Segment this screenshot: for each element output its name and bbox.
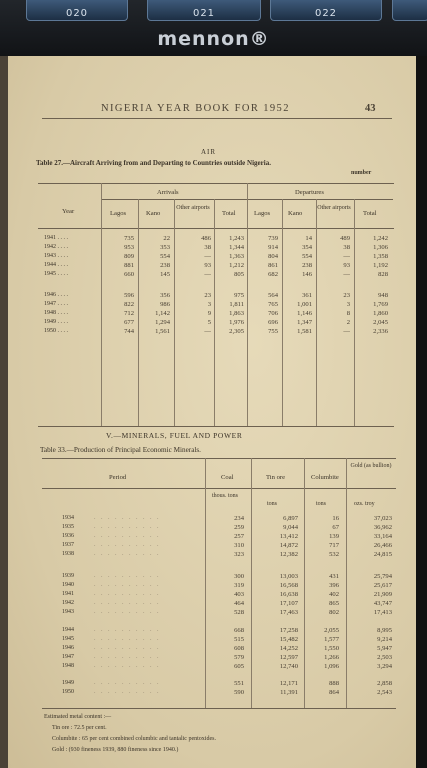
table-row-year: 1941 . . . . [44, 235, 68, 241]
table-row-year: 1948 [62, 663, 74, 669]
table-row-year: 1943 [62, 609, 74, 615]
table-cell: 532 [329, 551, 339, 558]
table-cell: 259 [234, 524, 244, 531]
table-cell: 1,363 [229, 253, 244, 260]
table-row-year: 1937 [62, 542, 74, 548]
table-row-year: 1944 . . . . [44, 262, 68, 268]
table-cell: 551 [234, 680, 244, 687]
table-cell: 13,412 [279, 533, 298, 540]
table-cell: 765 [268, 301, 278, 308]
col-total-dep: Total [363, 210, 377, 217]
table-cell: 319 [234, 582, 244, 589]
table-cell: 17,463 [279, 609, 298, 616]
table-cell: 23 [204, 292, 211, 299]
table-cell: 38 [343, 244, 350, 251]
table-cell: 881 [124, 262, 134, 269]
table-cell: 3,294 [377, 663, 392, 670]
table27-bottom-rule [38, 426, 394, 427]
table-cell: 528 [234, 609, 244, 616]
table-cell: 712 [124, 310, 134, 317]
reader-header [0, 0, 427, 56]
table-cell: 1,306 [373, 244, 388, 251]
table-cell: — [204, 253, 211, 260]
table-cell: 515 [234, 636, 244, 643]
note-columbite: Columbite : 65 per cent combined columbic and tantalic pentoxides. [52, 736, 216, 742]
table-cell: 1,242 [373, 235, 388, 242]
table-row-year: 1939 [62, 573, 74, 579]
table-cell: 12,740 [279, 663, 298, 670]
table-cell: 14 [305, 235, 312, 242]
leader-dots: . . . . . . . . . . [94, 689, 161, 695]
table-row-year: 1949 [62, 680, 74, 686]
table-cell: 5,947 [377, 645, 392, 652]
table-cell: 21,909 [373, 591, 392, 598]
table-cell: 9,214 [377, 636, 392, 643]
table-cell: 660 [124, 271, 134, 278]
table-cell: 1,192 [373, 262, 388, 269]
table-cell: 2,503 [377, 654, 392, 661]
table-cell: 1,146 [297, 310, 312, 317]
table-cell: 12,597 [279, 654, 298, 661]
table-cell: 953 [124, 244, 134, 251]
col-kano: Kano [146, 210, 161, 217]
frame-022[interactable] [270, 0, 382, 21]
table-cell: 8 [346, 310, 350, 317]
table-cell: 735 [124, 235, 134, 242]
scanned-page [8, 56, 416, 768]
table-cell: 1,347 [297, 319, 312, 326]
table-cell: 431 [329, 573, 339, 580]
table-row-year: 1945 [62, 636, 74, 642]
table-cell: 1,212 [229, 262, 244, 269]
leader-dots: . . . . . . . . . . [94, 636, 161, 642]
table-row-year: 1947 . . . . [44, 301, 68, 307]
table-cell: 805 [234, 271, 244, 278]
leader-dots: . . . . . . . . . . [94, 515, 161, 521]
unit-tin: tons [267, 501, 278, 507]
table-row-year: 1942 [62, 600, 74, 606]
frame-number: 022 [314, 8, 338, 19]
table-cell: 1,294 [155, 319, 170, 326]
leader-dots: . . . . . . . . . . [94, 600, 161, 606]
table-cell: 590 [234, 689, 244, 696]
table-row-year: 1948 . . . . [44, 310, 68, 316]
table-cell: 486 [201, 235, 211, 242]
page-number: 43 [365, 103, 376, 114]
leader-dots: . . . . . . . . . . [94, 591, 161, 597]
table-cell: 9,044 [283, 524, 298, 531]
col-lagos: Lagos [110, 210, 127, 217]
reader-right-edge [416, 56, 427, 768]
table-cell: 361 [302, 292, 312, 299]
table-cell: 93 [343, 262, 350, 269]
table-row-year: 1938 [62, 551, 74, 557]
unit-gold: ozs. troy [354, 501, 375, 507]
leader-dots: . . . . . . . . . . [94, 533, 161, 539]
table-cell: 16,638 [279, 591, 298, 598]
table-cell: 1,550 [324, 645, 339, 652]
table-cell: 146 [302, 271, 312, 278]
table-cell: 396 [329, 582, 339, 589]
table-row-year: 1945 . . . . [44, 271, 68, 277]
table-cell: 8,995 [377, 627, 392, 634]
table-cell: 2 [346, 319, 350, 326]
table-cell: 5 [207, 319, 211, 326]
col-gold: Gold (as bullion) [350, 463, 392, 469]
table-cell: 489 [340, 235, 350, 242]
table33-header-rule [42, 488, 396, 489]
col-divider [346, 458, 347, 708]
table-cell: 1,358 [373, 253, 388, 260]
table-cell: 1,769 [373, 301, 388, 308]
table-cell: 717 [329, 542, 339, 549]
table-cell: 696 [268, 319, 278, 326]
table33-title: Table 33.—Production of Principal Economic Minerals. [40, 446, 201, 454]
table-row-year: 1935 [62, 524, 74, 530]
leader-dots: . . . . . . . . . . [94, 524, 161, 530]
table-cell: 13,003 [279, 573, 298, 580]
frame-next[interactable] [392, 0, 427, 21]
table-row-year: 1943 . . . . [44, 253, 68, 259]
table-cell: 25,794 [373, 573, 392, 580]
table-cell: 2,336 [373, 328, 388, 335]
col-kano-dep: Kano [288, 210, 303, 217]
unit-coal: thous. tons [211, 493, 238, 499]
table-cell: 554 [160, 253, 170, 260]
table-cell: 26,466 [373, 542, 392, 549]
table-cell: 36,962 [373, 524, 392, 531]
table-row-year: 1936 [62, 533, 74, 539]
table-row-year: 1950 . . . . [44, 328, 68, 334]
table-cell: 802 [329, 609, 339, 616]
table-cell: 2,543 [377, 689, 392, 696]
frame-number: 020 [65, 8, 89, 19]
note-tin: Tin ore : 72.5 per cent. [52, 725, 107, 731]
table-cell: 14,872 [279, 542, 298, 549]
table-cell: 37,023 [373, 515, 392, 522]
section-heading-air: AIR [201, 148, 217, 156]
table-cell: 605 [234, 663, 244, 670]
table33-period-header: Period [109, 474, 127, 481]
table-cell: 33,164 [373, 533, 392, 540]
table-cell: 1,142 [155, 310, 170, 317]
table-cell: 1,860 [373, 310, 388, 317]
table-cell: 238 [160, 262, 170, 269]
running-title: NIGERIA YEAR BOOK FOR 1952 [101, 103, 290, 114]
table-cell: 861 [268, 262, 278, 269]
table-cell: 145 [160, 271, 170, 278]
table27-year-header: Year [62, 208, 75, 215]
table-cell: 323 [234, 551, 244, 558]
head-rule [42, 118, 392, 119]
table-cell: 24,815 [373, 551, 392, 558]
table-cell: 596 [124, 292, 134, 299]
leader-dots: . . . . . . . . . . [94, 627, 161, 633]
table-cell: 300 [234, 573, 244, 580]
table33-bottom-rule [42, 708, 396, 709]
table-cell: 15,482 [279, 636, 298, 643]
leader-dots: . . . . . . . . . . [94, 582, 161, 588]
note-heading: Estimated metal content :— [44, 714, 112, 720]
table-cell: 755 [268, 328, 278, 335]
table-cell: 564 [268, 292, 278, 299]
table-row-year: 1944 [62, 627, 74, 633]
frame-strip [0, 0, 427, 26]
col-tin-ore: Tin ore [266, 474, 285, 481]
table-cell: 579 [234, 654, 244, 661]
table-cell: 608 [234, 645, 244, 652]
leader-dots: . . . . . . . . . . [94, 680, 161, 686]
table-cell: 238 [302, 262, 312, 269]
table-cell: 403 [234, 591, 244, 598]
col-columbite: Columbite [311, 474, 339, 481]
frame-020[interactable] [26, 0, 128, 21]
table27-title: Table 27.—Aircraft Arriving from and Departing to Countries outside Nigeria. [36, 159, 271, 167]
arrivals-header: Arrivals [157, 189, 179, 196]
table-row-year: 1947 [62, 654, 74, 660]
table-cell: 2,858 [377, 680, 392, 687]
table-row-year: 1950 [62, 689, 74, 695]
table33-top-rule [42, 458, 396, 459]
table-cell: 464 [234, 600, 244, 607]
leader-dots: . . . . . . . . . . [94, 654, 161, 660]
table-cell: 706 [268, 310, 278, 317]
table-cell: 2,045 [373, 319, 388, 326]
table-row-year: 1941 [62, 591, 74, 597]
table-cell: 353 [160, 244, 170, 251]
table-row-year: 1946 . . . . [44, 292, 68, 298]
leader-dots: . . . . . . . . . . [94, 645, 161, 651]
table-row-year: 1934 [62, 515, 74, 521]
table-cell: 1,811 [229, 301, 244, 308]
table-cell: 668 [234, 627, 244, 634]
table-cell: 139 [329, 533, 339, 540]
table-cell: 2,055 [324, 627, 339, 634]
table-cell: 67 [332, 524, 339, 531]
table-cell: 822 [124, 301, 134, 308]
table-cell: 22 [163, 235, 170, 242]
table-cell: 744 [124, 328, 134, 335]
note-gold: Gold : (930 fineness 1939, 880 fineness since 1940.) [52, 747, 179, 753]
leader-dots: . . . . . . . . . . [94, 609, 161, 615]
table-cell: 25,617 [373, 582, 392, 589]
table-cell: 14,252 [279, 645, 298, 652]
table-cell: — [343, 271, 350, 278]
table27-unit: number [351, 170, 372, 176]
col-coal: Coal [221, 474, 234, 481]
section-heading-minerals: V.—MINERALS, FUEL AND POWER [106, 431, 243, 440]
table-cell: 9 [207, 310, 211, 317]
table-cell: 1,243 [229, 235, 244, 242]
table-cell: — [343, 328, 350, 335]
table-cell: 6,897 [283, 515, 298, 522]
table-cell: 356 [160, 292, 170, 299]
table-cell: 975 [234, 292, 244, 299]
table-cell: 828 [378, 271, 388, 278]
reader-left-edge [0, 56, 8, 768]
col-total: Total [222, 210, 236, 217]
table-cell: 804 [268, 253, 278, 260]
table-cell: 234 [234, 515, 244, 522]
table-cell: 17,258 [279, 627, 298, 634]
table-cell: 914 [268, 244, 278, 251]
table-cell: 12,382 [279, 551, 298, 558]
table-cell: 38 [204, 244, 211, 251]
table-cell: 1,577 [324, 636, 339, 643]
table-cell: 809 [124, 253, 134, 260]
table-cell: 888 [329, 680, 339, 687]
table-cell: 17,107 [279, 600, 298, 607]
table-cell: — [204, 271, 211, 278]
leader-dots: . . . . . . . . . . [94, 551, 161, 557]
table-cell: 257 [234, 533, 244, 540]
table-cell: 16,568 [279, 582, 298, 589]
table27-header-rule [38, 228, 394, 229]
table-cell: 43,747 [373, 600, 392, 607]
table-cell: 93 [204, 262, 211, 269]
table-cell: 354 [302, 244, 312, 251]
table-cell: 1,863 [229, 310, 244, 317]
table-cell: 310 [234, 542, 244, 549]
table-cell: — [343, 253, 350, 260]
leader-dots: . . . . . . . . . . [94, 663, 161, 669]
table-cell: 1,344 [229, 244, 244, 251]
table-cell: 1,266 [324, 654, 339, 661]
table-cell: 12,171 [279, 680, 298, 687]
table27-top-rule [38, 183, 394, 184]
table-cell: 554 [302, 253, 312, 260]
table-cell: 1,096 [324, 663, 339, 670]
table-cell: 1,561 [155, 328, 170, 335]
table-cell: 402 [329, 591, 339, 598]
table-cell: 864 [329, 689, 339, 696]
table-row-year: 1940 [62, 582, 74, 588]
departures-header: Departures [295, 189, 324, 196]
table-cell: — [204, 328, 211, 335]
col-other-airports-dep: Other airports [317, 205, 351, 211]
table-cell: 17,413 [373, 609, 392, 616]
table-cell: 11,391 [280, 689, 298, 696]
table-cell: 16 [332, 515, 339, 522]
table-row-year: 1942 . . . . [44, 244, 68, 250]
table-cell: 3 [207, 301, 211, 308]
table-cell: 2,305 [229, 328, 244, 335]
frame-021[interactable] [147, 0, 261, 21]
table-cell: 1,976 [229, 319, 244, 326]
table-row-year: 1949 . . . . [44, 319, 68, 325]
table-cell: 986 [160, 301, 170, 308]
table-cell: 3 [346, 301, 350, 308]
brand-logo: mennon® [157, 28, 270, 50]
leader-dots: . . . . . . . . . . [94, 573, 161, 579]
col-lagos-dep: Lagos [254, 210, 271, 217]
col-divider [251, 458, 252, 708]
table-cell: 677 [124, 319, 134, 326]
table-cell: 1,581 [297, 328, 312, 335]
table-cell: 865 [329, 600, 339, 607]
table-cell: 948 [378, 292, 388, 299]
table-cell: 739 [268, 235, 278, 242]
table-row-year: 1946 [62, 645, 74, 651]
table-cell: 1,001 [297, 301, 312, 308]
leader-dots: . . . . . . . . . . [94, 542, 161, 548]
table-cell: 682 [268, 271, 278, 278]
unit-columbite: tons [316, 501, 327, 507]
col-other-airports: Other airports [176, 205, 210, 211]
frame-number: 021 [192, 8, 216, 19]
table-cell: 23 [343, 292, 350, 299]
